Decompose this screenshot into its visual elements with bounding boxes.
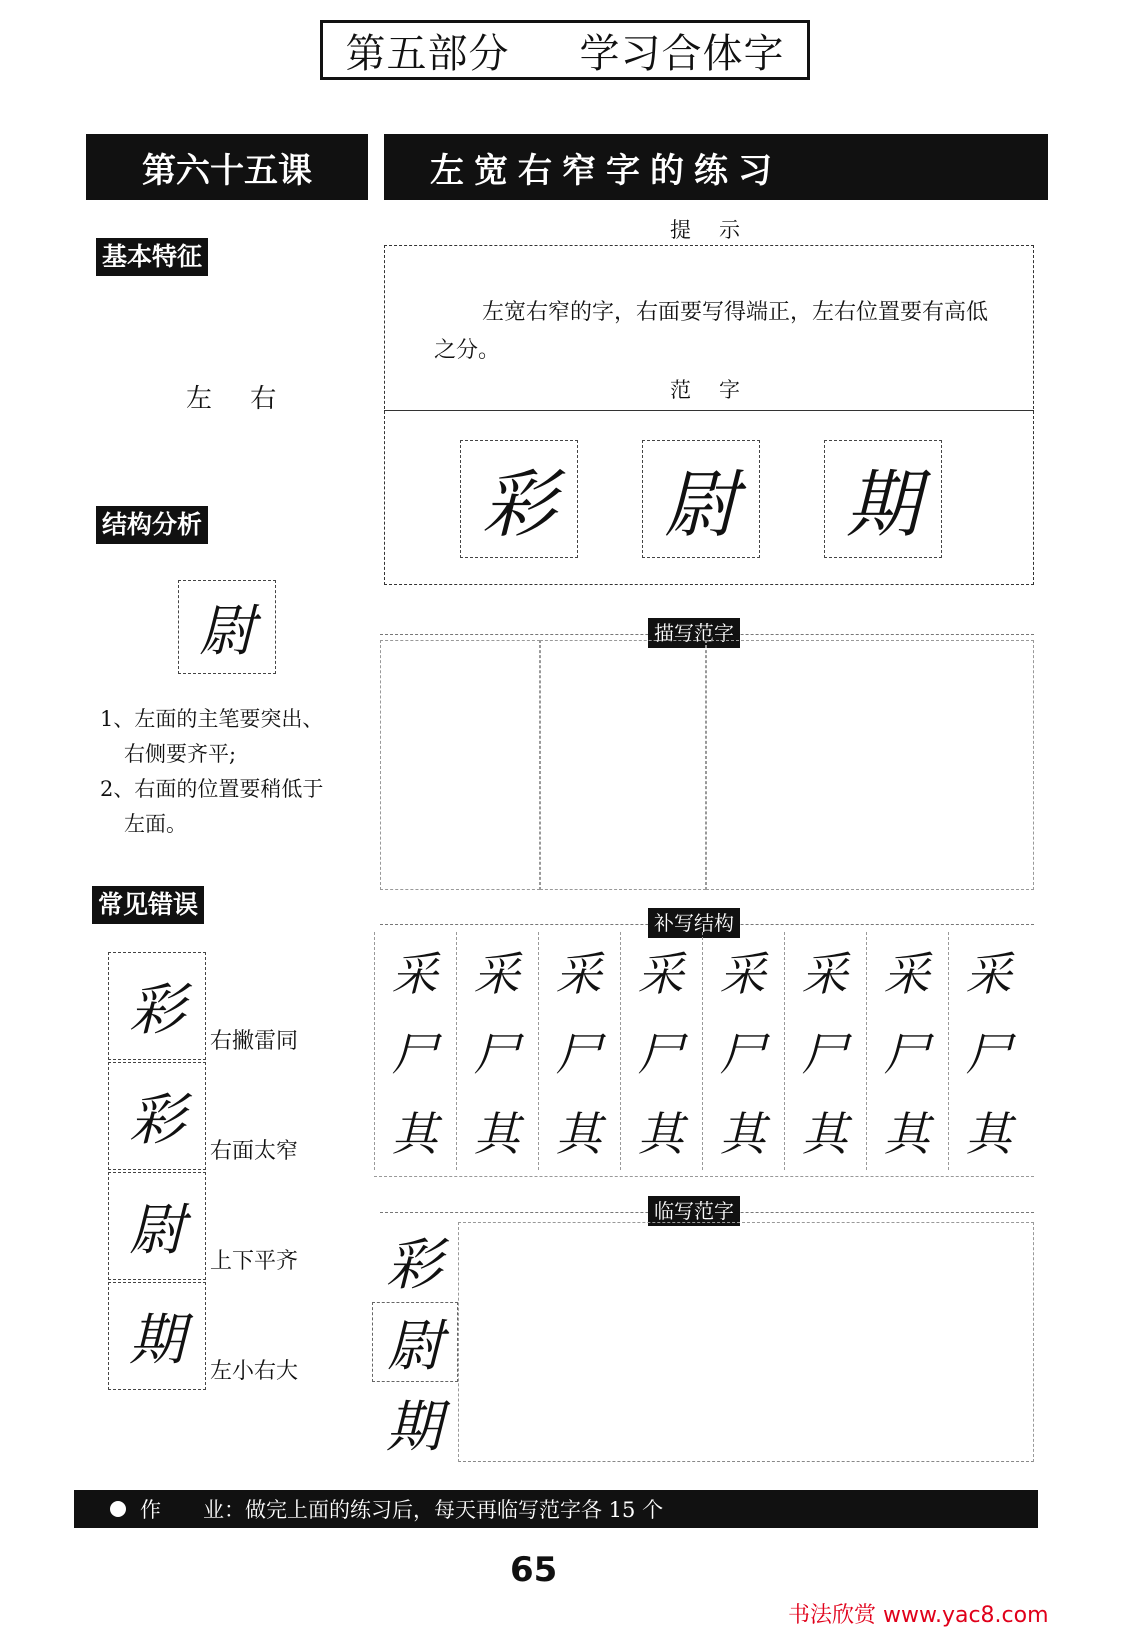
structure-part: 采 [620,932,700,1010]
structure-part: 其 [374,1092,454,1170]
structure-part: 其 [702,1092,782,1170]
copy-example-char: 彩 [386,1233,442,1298]
structure-part: 采 [456,932,536,1010]
part-header [320,20,810,80]
watermark-text: 书法欣赏 www.yac8.com [788,1603,1049,1628]
trace-grid [706,640,1034,890]
error-caption: 右面太窄 [210,1139,299,1164]
lesson-title: 左宽右窄字的练习 [384,134,1048,200]
sample-char: 彩 [460,440,578,558]
structure-part: 采 [866,932,946,1010]
common-errors-label: 常见错误 [92,886,204,924]
structure-part: 采 [948,932,1028,1010]
trace-heading: 描写范字 [648,618,740,648]
lesson-number: 第六十五课 [86,134,368,200]
copy-heading: 临写范字 [648,1196,740,1226]
structure-grid [374,932,1034,1177]
note-line: 2、右面的位置要稍低于 [100,777,324,801]
structure-part: 尸 [866,1012,946,1090]
part-number: 第五部分 [345,30,510,77]
basic-features-label: 基本特征 [96,238,208,276]
structure-example-char: 尉 [178,580,276,674]
structure-part: 采 [538,932,618,1010]
structure-part: 其 [538,1092,618,1170]
homework-bar [74,1490,1038,1528]
structure-part: 尸 [374,1012,454,1090]
structure-analysis-label: 结构分析 [96,506,208,544]
trace-grid [540,640,706,890]
structure-heading: 补写结构 [648,908,740,938]
error-caption: 上下平齐 [210,1249,299,1274]
structure-part: 其 [948,1092,1028,1170]
trace-grid [380,640,540,890]
sample-heading: 范字 [664,374,774,404]
structure-part: 其 [784,1092,864,1170]
structure-part: 采 [374,932,454,1010]
structure-part: 尸 [538,1012,618,1090]
part-topic: 学习合体字 [579,30,785,77]
note-line: 1、左面的主笔要突出、 [100,707,324,731]
note-line: 右侧要齐平; [124,742,237,766]
homework-text: 作 业：做完上面的练习后，每天再临写范字各 15 个 [140,1498,664,1522]
error-example-char: 尉 [108,1172,206,1280]
copy-example-char: 期 [386,1395,442,1460]
sample-char: 期 [824,440,942,558]
hint-heading: 提示 [664,214,774,244]
copy-grid [458,1222,1034,1462]
left-word: 左 [186,384,213,414]
left-right-label [186,378,306,415]
error-example-char: 彩 [108,1062,206,1170]
error-example-char: 彩 [108,952,206,1060]
structure-part: 尸 [784,1012,864,1090]
structure-part: 采 [702,932,782,1010]
structure-part: 其 [620,1092,700,1170]
structure-part: 尸 [948,1012,1028,1090]
error-caption: 左小右大 [210,1359,299,1384]
structure-part: 尸 [702,1012,782,1090]
structure-part: 其 [866,1092,946,1170]
structure-part: 其 [456,1092,536,1170]
bullet-icon [110,1501,126,1517]
structure-part: 尸 [456,1012,536,1090]
structure-notes [100,702,360,842]
structure-part: 尸 [620,1012,700,1090]
error-example-char: 期 [108,1282,206,1390]
note-line: 左面。 [124,812,187,836]
sample-divider [384,410,1034,411]
hint-text: 左宽右窄的字，右面要写得端正，左右位置要有高低之分。 [434,300,989,363]
right-word: 右 [250,384,277,414]
structure-part: 采 [784,932,864,1010]
copy-example-char: 尉 [372,1302,458,1382]
page-number: 65 [510,1550,558,1590]
sample-char: 尉 [642,440,760,558]
error-caption: 右撇雷同 [210,1029,299,1054]
